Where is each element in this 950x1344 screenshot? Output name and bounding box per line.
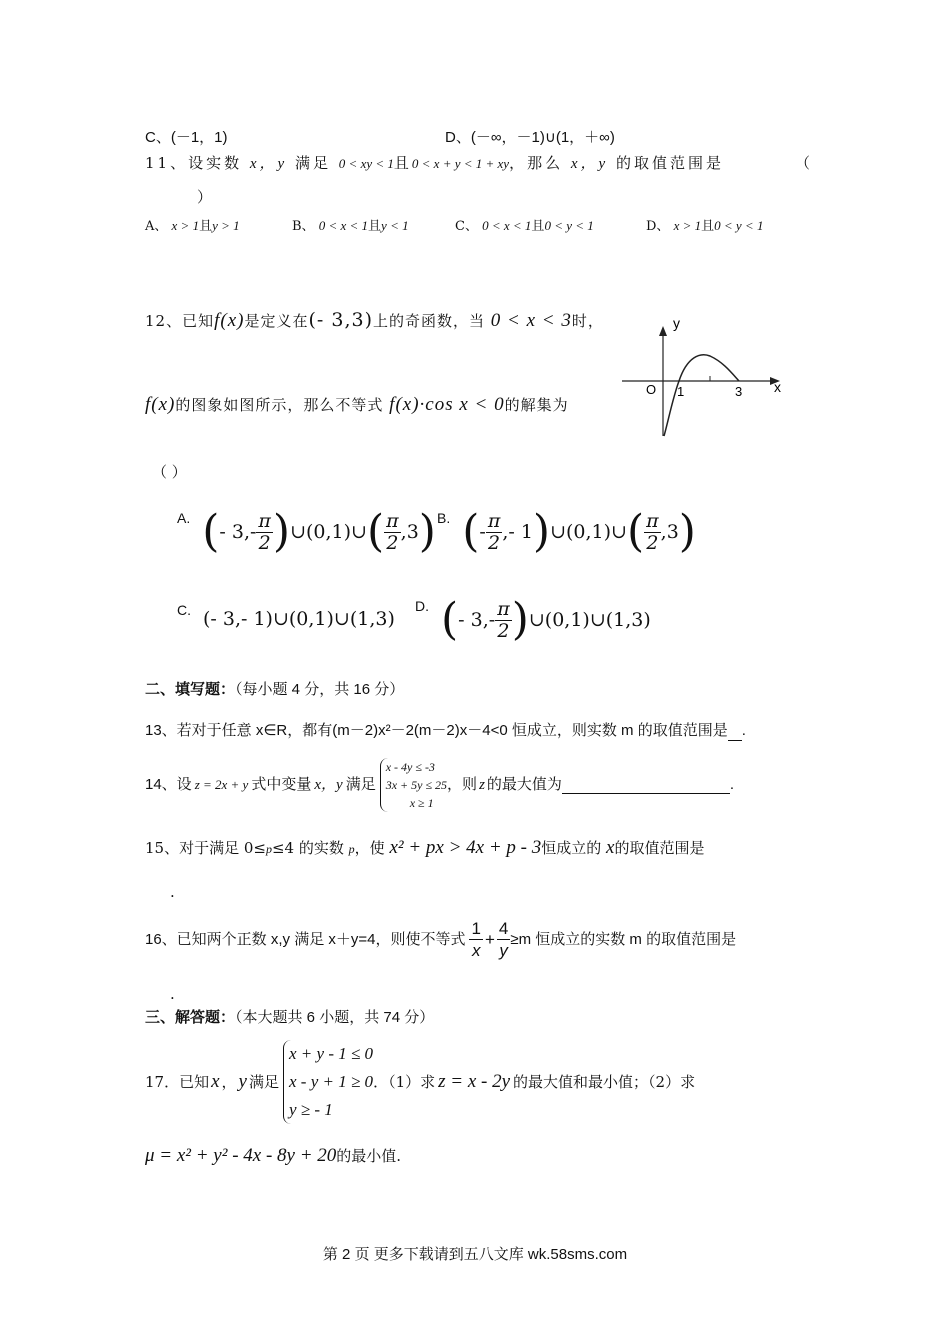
q14-answer-blank[interactable] — [562, 777, 730, 794]
q11-option-b: B、 0 < x < 1且y < 1 — [292, 218, 409, 234]
q12-answer-paren: （ ） — [152, 463, 187, 481]
q11-option-d: D、 x > 1且0 < y < 1 — [646, 218, 764, 234]
y-axis-arrow — [659, 326, 667, 336]
q14-constraint-system: x - 4y ≤ -3 3x + 5y ≤ 25 x ≥ 1 — [380, 758, 447, 812]
section-3-header: 三、解答题：（本大题共 6 小题，共 74 分） — [145, 1009, 435, 1026]
q11-paren-close: ） — [197, 188, 213, 206]
q14: 14、设 z = 2x + y 式中变量 x，y 满足 x - 4y ≤ -3 3x + 5y ≤ 25 x ≥ 1 ，则 z 的最大值为 . — [145, 760, 735, 810]
q17-constraint-system: x + y - 1 ≤ 0 x - y + 1 ≥ 0 y ≥ - 1 — [283, 1040, 373, 1124]
q12-function-graph — [615, 312, 790, 440]
q11-option-a: A、 x > 1且y > 1 — [145, 218, 240, 234]
q12-option-d: D. ( - 3,- $\frac{\pi}{2}$ ) ∪(0,1)∪(1,3) — [415, 594, 651, 645]
origin-label: O — [646, 382, 657, 397]
q11-option-c: C、 0 < x < 1且0 < y < 1 — [455, 218, 594, 234]
q17: 17．已知 x ， y 满足 x + y - 1 ≤ 0 x - y + 1 ≥ 0 y ≥ - 1 ．（1）求 z = x - 2y 的最大值和最小值；（2）求 — [145, 1040, 695, 1124]
x-axis-label: x — [774, 379, 781, 395]
q16-end: . — [170, 985, 175, 1003]
section-2-header: 二、填写题：（每小题 4 分，共 16 分） — [145, 681, 405, 698]
q15-end: . — [170, 883, 175, 901]
q12-option-b: B. ( - $\frac{\pi}{2}$ ,- 1 ) ∪(0,1)∪ ( $\frac{\pi}{2}$ ,3 ) — [437, 506, 696, 557]
q10-option-d: D、(－∞，－1)∪(1，＋∞) — [445, 129, 615, 146]
page-footer: 第 2 页 更多下载请到五八文库 wk.58sms.com — [322, 1246, 628, 1263]
q12-option-c: C. (- 3,- 1)∪(0,1)∪(1,3) — [177, 602, 395, 630]
q17-part2: μ = x² + y² - 4x - 8y + 20的最小值. — [145, 1145, 402, 1166]
q12-stem-line1: 12、已知f(x)是定义在(- 3,3)上的奇函数，当 0 < x < 3时， — [145, 309, 604, 331]
q11-stem: 11、设实数 x，y 满足 0 < xy < 1且0 < x + y < 1 + xy，那么 x，y 的取值范围是 — [145, 154, 724, 172]
q11-paren-open: （ — [795, 154, 811, 172]
function-curve — [664, 355, 739, 436]
x-tick-3-label: 3 — [735, 384, 743, 399]
q10-option-c: C、(－1，1) — [145, 129, 228, 146]
q13: 13、若对于任意 x∈R，都有(m－2)x²－2(m－2)x－4<0 恒成立，则实数 m 的取值范围是 . — [145, 722, 746, 739]
q16: 16、已知两个正数 x,y 满足 x＋y=4，则使不等式 $\frac{1}{x}$ + $\frac{4}{y}$ ≥m 恒成立的实数 m 的取值范围是 — [145, 919, 737, 960]
x-tick-1-label: 1 — [677, 384, 685, 399]
q12-option-a: A. ( - 3,- $\frac{\pi}{2}$ ) ∪(0,1)∪ ( $\frac{\pi}{2}$ ,3 ) — [177, 506, 436, 557]
q15: 15、对于满足 0≤p≤4 的实数 p，使 x² + px > 4x + p - 3恒成立的 x的取值范围是 — [145, 837, 705, 858]
y-axis-label: y — [673, 315, 680, 331]
q12-stem-line2: f(x)的图象如图所示，那么不等式 f(x)·cos x < 0的解集为 — [145, 394, 569, 415]
